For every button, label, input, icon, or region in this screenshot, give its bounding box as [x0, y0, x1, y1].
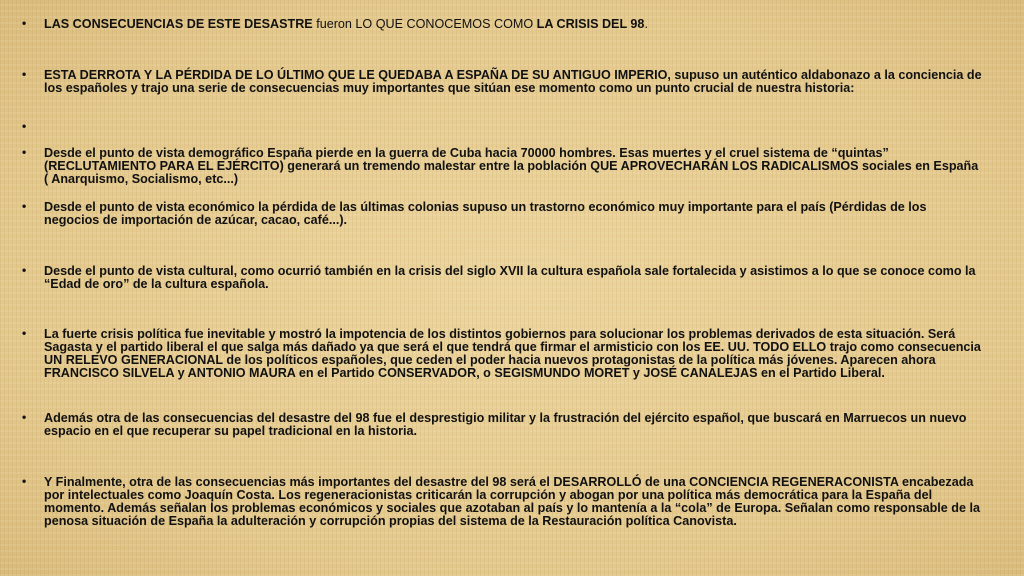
bullet-item-1: [22, 18, 982, 31]
bullet-dot-icon: •: [22, 326, 27, 340]
bullet-item-8: [22, 412, 982, 438]
bullet-dot-icon: •: [22, 16, 27, 30]
bullet-dot-icon: •: [22, 67, 27, 81]
bullet-item-7: [22, 328, 982, 380]
bullet-dot-icon: •: [22, 474, 27, 488]
bullet-text: Desde el punto de vista demográfico España pierde en la guerra de Cuba hacia 70000 hombres. Esas muertes y el cruel sistema de “quintas” (RECLUTAMIENTO PARA EL EJÉRCITO) generará un tremendo malestar entre la población QUE APROVECHARÁN LOS RADICALISMOS sociales en España ( Anarquismo, Socialismo, etc...): [44, 146, 979, 186]
bullet-item-5: [22, 201, 982, 227]
bullet-item-6: [22, 265, 982, 291]
bullet-text: Y Finalmente, otra de las consecuencias más importantes del desastre del 98 será el DESARROLLÓ de una CONCIENCIA REGENERACONISTA encabezada por intelectuales como Joaquín Costa. Los regeneracionistas criticarán la corrupción y abogan por una política más democrática para la España del momento. Además señalan los problemas económicos y sociales que azotaban al país y lo mantenía a la “cola” de Europa. Señalan como responsable de la penosa situación de España la adulteración y corrupción propias del sistema de la Restauración política Canovista.: [44, 475, 980, 528]
bullet-item-9: [22, 476, 982, 528]
bullet-text: La fuerte crisis política fue inevitable y mostró la impotencia de los distintos gobiernos para solucionar los problemas derivados de esta situación. Será Sagasta y el partido liberal el que salga más dañado ya que será el que tendrá que firmar el armisticio con los EE. UU. TODO ELLO trajo como consecuencia UN RELEVO GENERACIONAL de los políticos españoles, que ceden el poder hacia nuevos protagonistas de la política más jóvenes. Aparecen ahora FRANCISCO SILVELA y ANTONIO MAURA en el Partido CONSERVADOR, o SEGISMUNDO MORET y JOSÉ CANALEJAS en el Partido Liberal.: [44, 327, 981, 380]
bullet-dot-icon: •: [22, 145, 27, 159]
bullet-dot-icon: •: [22, 119, 27, 133]
bullet-text: Además otra de las consecuencias del desastre del 98 fue el desprestigio militar y la frustración del ejército español, que buscará en Marruecos un nuevo espacio en el que recuperar su papel tradicional en la historia.: [44, 411, 967, 438]
bullet-dot-icon: •: [22, 199, 27, 213]
bullet-text: LAS CONSECUENCIAS DE ESTE DESASTRE fueron LO QUE CONOCEMOS COMO LA CRISIS DEL 98.: [44, 17, 648, 31]
bullet-dot-icon: •: [22, 410, 27, 424]
bullet-text: Desde el punto de vista económico la pérdida de las últimas colonias supuso un trastorno económico muy importante para el país (Pérdidas de los negocios de importación de azúcar, cacao, café...).: [44, 200, 927, 227]
bullet-item-2: [22, 69, 982, 95]
bullet-dot-icon: •: [22, 263, 27, 277]
bullet-text: Desde el punto de vista cultural, como ocurrió también en la crisis del siglo XVII la cultura española sale fortalecida y asistimos a lo que se conoce como la “Edad de oro” de la cultura española.: [44, 264, 976, 291]
bullet-text: ESTA DERROTA Y LA PÉRDIDA DE LO ÚLTIMO QUE LE QUEDABA A ESPAÑA DE SU ANTIGUO IMPERIO, supuso un auténtico aldabonazo a la conciencia de los españoles y trajo una serie de consecuencias muy importantes que sitúan ese momento como un punto crucial de nuestra historia:: [44, 68, 982, 95]
bullet-item-4: [22, 147, 982, 186]
